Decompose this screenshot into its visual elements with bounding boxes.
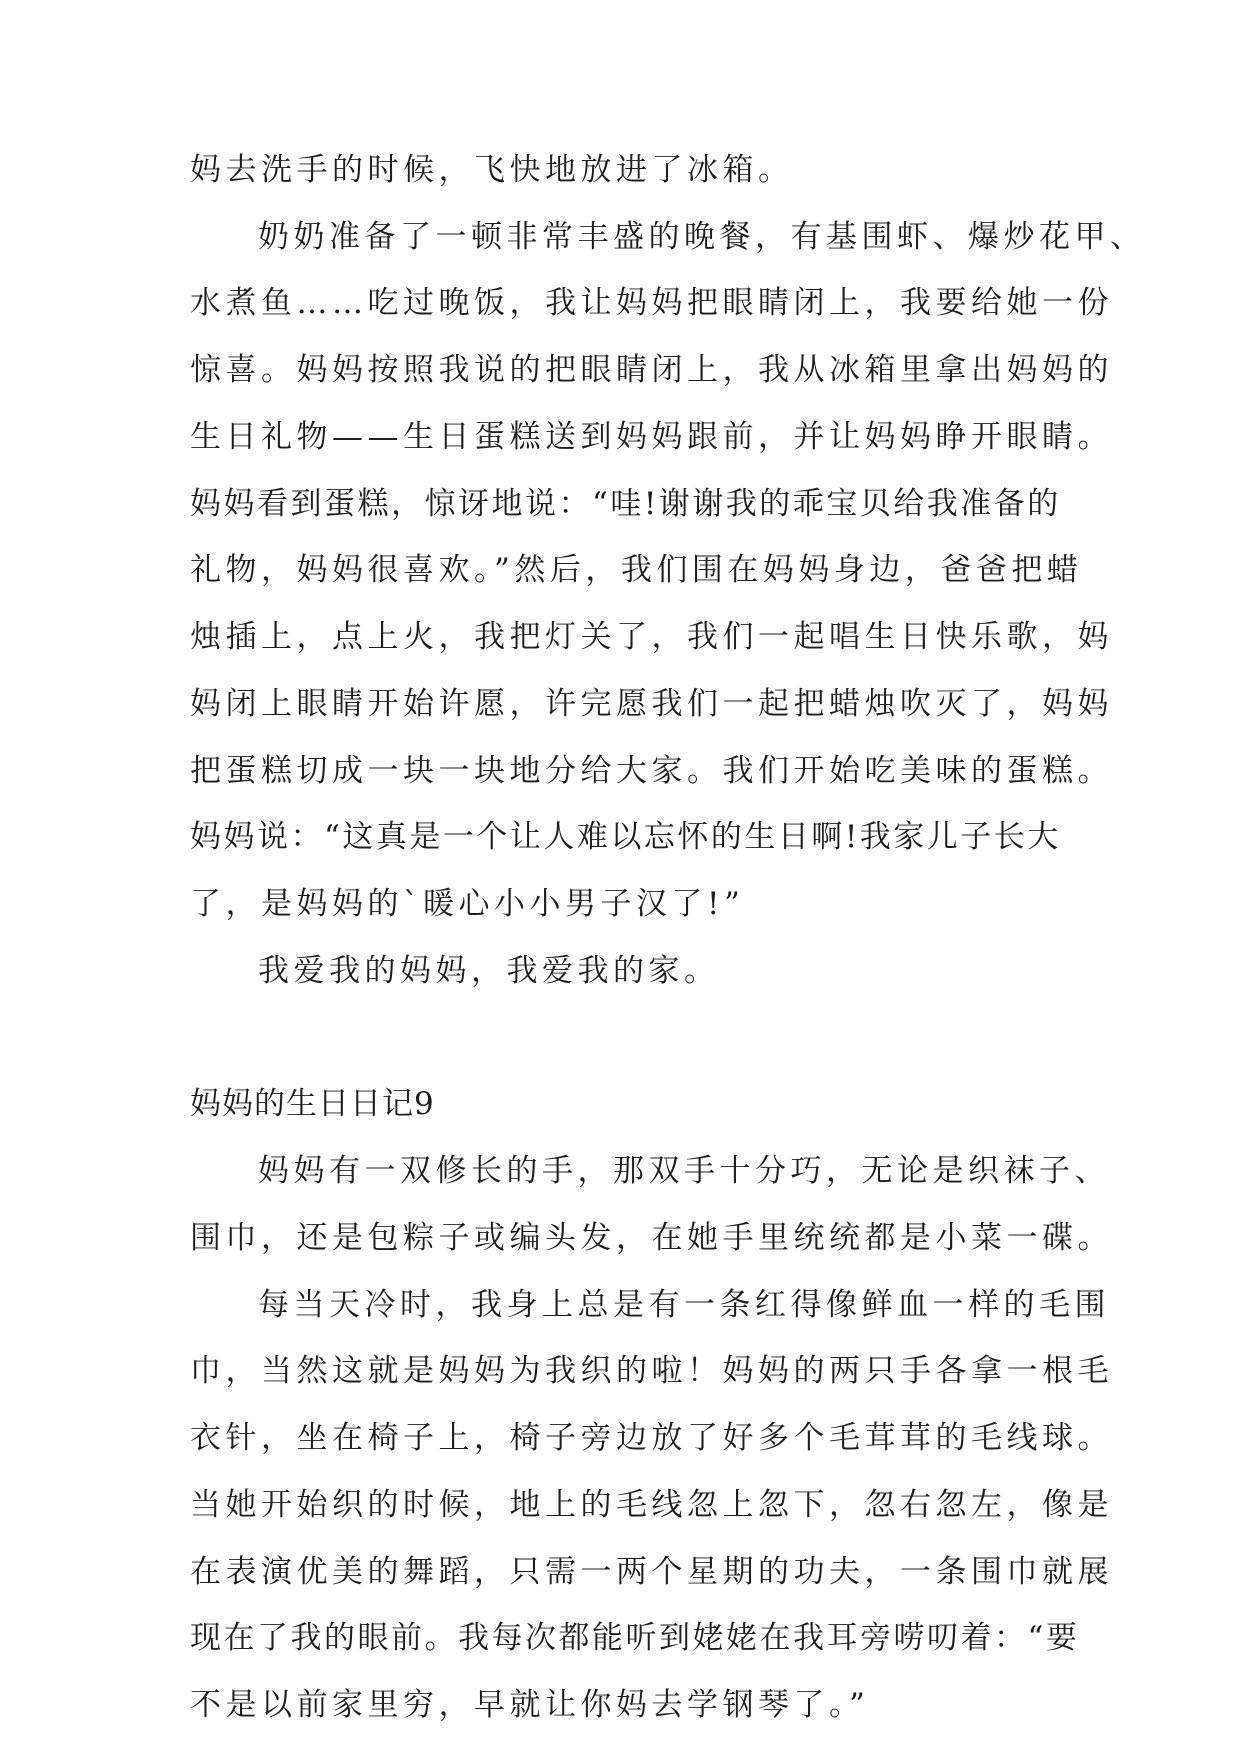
- paragraph-first-line: 每当天冷时，我身上总是有一条红得像鲜血一样的毛围: [258, 1287, 1110, 1323]
- text-line: 水煮鱼……吃过晚饭，我让妈妈把眼睛闭上，我要给她一份: [190, 285, 1113, 321]
- text-line: 在表演优美的舞蹈，只需一两个星期的功夫，一条围巾就展: [190, 1554, 1113, 1590]
- text-line: 礼物，妈妈很喜欢。”然后，我们围在妈妈身边，爸爸把蜡: [190, 552, 1083, 588]
- section-heading: 妈妈的生日日记9: [190, 1086, 435, 1122]
- text-line: 妈闭上眼睛开始许愿，许完愿我们一起把蜡烛吹灭了，妈妈: [190, 686, 1113, 722]
- text-line: 了，是妈妈的`暖心小小男子汉了!”: [190, 886, 745, 922]
- paragraph-first-line: 我爱我的妈妈，我爱我的家。: [258, 953, 720, 989]
- paragraph-first-line: 妈妈有一双修长的手，那双手十分巧，无论是织袜子、: [258, 1153, 1110, 1189]
- text-line: 不是以前家里穷，早就让你妈去学钢琴了。”: [190, 1687, 870, 1723]
- text-line: 当她开始织的时候，地上的毛线忽上忽下，忽右忽左，像是: [190, 1487, 1113, 1523]
- text-line: 妈妈说：“这真是一个让人难以忘怀的生日啊!我家儿子长大: [190, 819, 1061, 855]
- text-line: 现在了我的眼前。我每次都能听到姥姥在我耳旁唠叨着：“要: [190, 1620, 1080, 1656]
- text-line: 惊喜。妈妈按照我说的把眼睛闭上，我从冰箱里拿出妈妈的: [190, 352, 1113, 388]
- text-line: 围巾，还是包粽子或编头发，在她手里统统都是小菜一碟。: [190, 1220, 1113, 1256]
- text-line: 妈妈看到蛋糕，惊讶地说：“哇!谢谢我的乖宝贝给我准备的: [190, 486, 1061, 522]
- text-line: 妈去洗手的时候，飞快地放进了冰箱。: [190, 152, 794, 188]
- text-line: 把蛋糕切成一块一块地分给大家。我们开始吃美味的蛋糕。: [190, 753, 1113, 789]
- text-line: 生日礼物——生日蛋糕送到妈妈跟前，并让妈妈睁开眼睛。: [190, 419, 1113, 455]
- text-line: 衣针，坐在椅子上，椅子旁边放了好多个毛茸茸的毛线球。: [190, 1420, 1113, 1456]
- text-line: 烛插上，点上火，我把灯关了，我们一起唱生日快乐歌，妈: [190, 619, 1113, 655]
- text-line: 巾，当然这就是妈妈为我织的啦！妈妈的两只手各拿一根毛: [190, 1353, 1113, 1389]
- paragraph-first-line: 奶奶准备了一顿非常丰盛的晚餐，有基围虾、爆炒花甲、: [258, 219, 1146, 255]
